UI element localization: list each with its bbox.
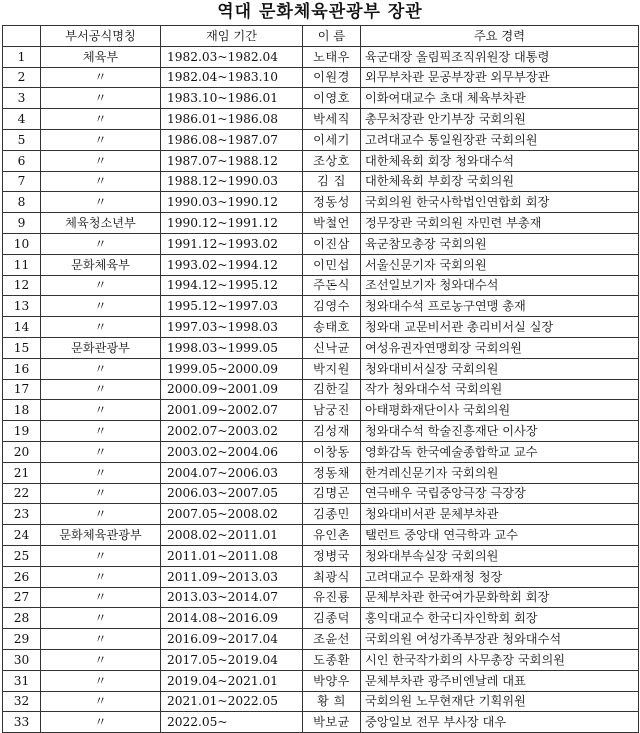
table-row bbox=[3, 254, 639, 275]
cell-department: 문화관광부 bbox=[41, 337, 161, 358]
cell-period: 2001.09~2002.07 bbox=[161, 400, 303, 421]
cell-career: 영화감독 한국예술종합학교 교수 bbox=[361, 441, 639, 462]
cell-career: 국회의원 한국사학법인연합회 회장 bbox=[361, 192, 639, 213]
cell-department: 〃 bbox=[41, 171, 161, 192]
cell-name: 유인촌 bbox=[303, 525, 361, 546]
cell-department: 〃 bbox=[41, 233, 161, 254]
table-row bbox=[3, 608, 639, 629]
table-row bbox=[3, 629, 639, 650]
cell-period: 2014.08~2016.09 bbox=[161, 608, 303, 629]
cell-career: 아태평화재단이사 국회의원 bbox=[361, 400, 639, 421]
table-row bbox=[3, 88, 639, 109]
table-row bbox=[3, 712, 639, 733]
cell-name: 김종덕 bbox=[303, 608, 361, 629]
table-row bbox=[3, 400, 639, 421]
header-career: 주요 경력 bbox=[361, 26, 639, 47]
cell-period: 1999.05~2000.09 bbox=[161, 358, 303, 379]
cell-number: 10 bbox=[3, 233, 41, 254]
cell-period: 1997.03~1998.03 bbox=[161, 317, 303, 338]
cell-period: 2021.01~2022.05 bbox=[161, 691, 303, 712]
ministers-table bbox=[2, 25, 639, 733]
cell-name: 이민섭 bbox=[303, 254, 361, 275]
cell-period: 1994.12~1995.12 bbox=[161, 275, 303, 296]
table-row bbox=[3, 566, 639, 587]
cell-career: 서울신문기자 국회의원 bbox=[361, 254, 639, 275]
cell-number: 33 bbox=[3, 712, 41, 733]
cell-department: 〃 bbox=[41, 712, 161, 733]
table-row bbox=[3, 337, 639, 358]
table-row bbox=[3, 67, 639, 88]
table-row bbox=[3, 46, 639, 67]
cell-name: 김영수 bbox=[303, 296, 361, 317]
cell-career: 국회의원 여성가족부장관 청와대수석 bbox=[361, 629, 639, 650]
cell-period: 1993.02~1994.12 bbox=[161, 254, 303, 275]
cell-period: 2019.04~2021.01 bbox=[161, 670, 303, 691]
cell-department: 체육청소년부 bbox=[41, 213, 161, 234]
cell-name: 이원경 bbox=[303, 67, 361, 88]
table-row bbox=[3, 421, 639, 442]
cell-name: 김성재 bbox=[303, 421, 361, 442]
table-row bbox=[3, 483, 639, 504]
table-row bbox=[3, 129, 639, 150]
cell-period: 2003.02~2004.06 bbox=[161, 441, 303, 462]
table-row bbox=[3, 275, 639, 296]
table-row bbox=[3, 233, 639, 254]
cell-career: 문체부차관 광주비엔날레 대표 bbox=[361, 670, 639, 691]
cell-department: 〃 bbox=[41, 545, 161, 566]
cell-name: 박보균 bbox=[303, 712, 361, 733]
cell-number: 17 bbox=[3, 379, 41, 400]
cell-name: 이진삼 bbox=[303, 233, 361, 254]
cell-department: 〃 bbox=[41, 109, 161, 130]
cell-career: 외무부차관 문공부장관 외무부장관 bbox=[361, 67, 639, 88]
cell-number: 30 bbox=[3, 649, 41, 670]
page-title: 역대 문화체육관광부 장관 bbox=[217, 2, 423, 22]
cell-name: 송태호 bbox=[303, 317, 361, 338]
cell-department: 〃 bbox=[41, 296, 161, 317]
cell-period: 1990.03~1990.12 bbox=[161, 192, 303, 213]
cell-number: 28 bbox=[3, 608, 41, 629]
table-row bbox=[3, 691, 639, 712]
cell-number: 3 bbox=[3, 88, 41, 109]
cell-period: 2007.05~2008.02 bbox=[161, 504, 303, 525]
cell-name: 주돈식 bbox=[303, 275, 361, 296]
cell-department: 〃 bbox=[41, 441, 161, 462]
cell-career: 고려대교수 통일원장관 국회의원 bbox=[361, 129, 639, 150]
cell-number: 15 bbox=[3, 337, 41, 358]
cell-period: 2011.09~2013.03 bbox=[161, 566, 303, 587]
cell-career: 연극배우 국립중앙극장 극장장 bbox=[361, 483, 639, 504]
header-department: 부서공식명칭 bbox=[41, 26, 161, 47]
cell-period: 2000.09~2001.09 bbox=[161, 379, 303, 400]
table-row bbox=[3, 504, 639, 525]
cell-period: 2011.01~2011.08 bbox=[161, 545, 303, 566]
cell-name: 노태우 bbox=[303, 46, 361, 67]
table-row bbox=[3, 171, 639, 192]
cell-period: 1995.12~1997.03 bbox=[161, 296, 303, 317]
cell-department: 〃 bbox=[41, 275, 161, 296]
cell-number: 23 bbox=[3, 504, 41, 525]
cell-department: 〃 bbox=[41, 88, 161, 109]
cell-career: 대한체육회 회장 청와대수석 bbox=[361, 150, 639, 171]
cell-name: 이영호 bbox=[303, 88, 361, 109]
table-row bbox=[3, 150, 639, 171]
cell-period: 1982.04~1983.10 bbox=[161, 67, 303, 88]
table-row bbox=[3, 109, 639, 130]
cell-department: 〃 bbox=[41, 691, 161, 712]
cell-career: 정무장관 국회의원 자민련 부총재 bbox=[361, 213, 639, 234]
cell-department: 〃 bbox=[41, 129, 161, 150]
cell-department: 〃 bbox=[41, 462, 161, 483]
table-row bbox=[3, 462, 639, 483]
cell-period: 1986.01~1986.08 bbox=[161, 109, 303, 130]
cell-name: 김한길 bbox=[303, 379, 361, 400]
cell-name: 김종민 bbox=[303, 504, 361, 525]
cell-name: 신낙균 bbox=[303, 337, 361, 358]
cell-number: 32 bbox=[3, 691, 41, 712]
cell-career: 육군대장 올림픽조직위원장 대통령 bbox=[361, 46, 639, 67]
cell-name: 박양우 bbox=[303, 670, 361, 691]
cell-career: 총무처장관 안기부장 국회의원 bbox=[361, 109, 639, 130]
cell-period: 1998.03~1999.05 bbox=[161, 337, 303, 358]
cell-name: 남궁진 bbox=[303, 400, 361, 421]
cell-name: 조윤선 bbox=[303, 629, 361, 650]
cell-career: 홍익대교수 한국디자인학회 회장 bbox=[361, 608, 639, 629]
cell-career: 청와대 교문비서관 총리비서실 실장 bbox=[361, 317, 639, 338]
cell-number: 2 bbox=[3, 67, 41, 88]
cell-career: 조선일보기자 청와대수석 bbox=[361, 275, 639, 296]
table-row bbox=[3, 379, 639, 400]
cell-number: 16 bbox=[3, 358, 41, 379]
cell-number: 18 bbox=[3, 400, 41, 421]
cell-period: 1982.03~1982.04 bbox=[161, 46, 303, 67]
cell-department: 〃 bbox=[41, 649, 161, 670]
cell-career: 한겨레신문기자 국회의원 bbox=[361, 462, 639, 483]
cell-career: 문체부차관 한국여가문화학회 회장 bbox=[361, 587, 639, 608]
cell-name: 박세직 bbox=[303, 109, 361, 130]
header-period: 재임 기간 bbox=[161, 26, 303, 47]
table-row bbox=[3, 441, 639, 462]
cell-department: 체육부 bbox=[41, 46, 161, 67]
table-row bbox=[3, 670, 639, 691]
cell-career: 육군참모총장 국회의원 bbox=[361, 233, 639, 254]
cell-career: 청와대수석 프로농구연맹 총재 bbox=[361, 296, 639, 317]
cell-number: 1 bbox=[3, 46, 41, 67]
cell-number: 14 bbox=[3, 317, 41, 338]
table-row bbox=[3, 296, 639, 317]
cell-name: 정병국 bbox=[303, 545, 361, 566]
table-header-row bbox=[3, 26, 639, 47]
cell-career: 중앙일보 전무 부사장 대우 bbox=[361, 712, 639, 733]
cell-career: 청와대비서관 문체부차관 bbox=[361, 504, 639, 525]
cell-number: 22 bbox=[3, 483, 41, 504]
cell-career: 대한체육회 부회장 국회의원 bbox=[361, 171, 639, 192]
cell-name: 최광식 bbox=[303, 566, 361, 587]
table-row bbox=[3, 192, 639, 213]
cell-department: 〃 bbox=[41, 400, 161, 421]
cell-period: 2013.03~2014.07 bbox=[161, 587, 303, 608]
cell-number: 8 bbox=[3, 192, 41, 213]
cell-career: 청와대수석 학술진흥재단 이사장 bbox=[361, 421, 639, 442]
cell-number: 11 bbox=[3, 254, 41, 275]
table-row bbox=[3, 649, 639, 670]
cell-department: 〃 bbox=[41, 504, 161, 525]
cell-name: 정동채 bbox=[303, 462, 361, 483]
cell-period: 1990.12~1991.12 bbox=[161, 213, 303, 234]
cell-name: 박철언 bbox=[303, 213, 361, 234]
cell-career: 이화여대교수 초대 체육부차관 bbox=[361, 88, 639, 109]
cell-department: 〃 bbox=[41, 192, 161, 213]
cell-department: 〃 bbox=[41, 629, 161, 650]
cell-period: 1987.07~1988.12 bbox=[161, 150, 303, 171]
cell-career: 작가 청와대수석 국회의원 bbox=[361, 379, 639, 400]
cell-period: 2004.07~2006.03 bbox=[161, 462, 303, 483]
cell-period: 1988.12~1990.03 bbox=[161, 171, 303, 192]
cell-career: 청와대부속실장 국회의원 bbox=[361, 545, 639, 566]
table-row bbox=[3, 525, 639, 546]
cell-number: 31 bbox=[3, 670, 41, 691]
cell-department: 문화체육부 bbox=[41, 254, 161, 275]
cell-department: 〃 bbox=[41, 670, 161, 691]
header-name: 이 름 bbox=[303, 26, 361, 47]
table-row bbox=[3, 545, 639, 566]
cell-name: 이창동 bbox=[303, 441, 361, 462]
cell-career: 여성유권자연맹회장 국회의원 bbox=[361, 337, 639, 358]
table-row bbox=[3, 213, 639, 234]
cell-number: 6 bbox=[3, 150, 41, 171]
cell-number: 7 bbox=[3, 171, 41, 192]
cell-number: 20 bbox=[3, 441, 41, 462]
cell-department: 문화체육관광부 bbox=[41, 525, 161, 546]
cell-department: 〃 bbox=[41, 421, 161, 442]
cell-period: 1986.08~1987.07 bbox=[161, 129, 303, 150]
cell-department: 〃 bbox=[41, 587, 161, 608]
cell-period: 2016.09~2017.04 bbox=[161, 629, 303, 650]
cell-period: 2017.05~2019.04 bbox=[161, 649, 303, 670]
table-row bbox=[3, 358, 639, 379]
cell-period: 1983.10~1986.01 bbox=[161, 88, 303, 109]
cell-number: 26 bbox=[3, 566, 41, 587]
cell-number: 9 bbox=[3, 213, 41, 234]
cell-period: 2002.07~2003.02 bbox=[161, 421, 303, 442]
cell-number: 29 bbox=[3, 629, 41, 650]
cell-number: 12 bbox=[3, 275, 41, 296]
cell-name: 정동성 bbox=[303, 192, 361, 213]
cell-number: 21 bbox=[3, 462, 41, 483]
cell-number: 27 bbox=[3, 587, 41, 608]
cell-department: 〃 bbox=[41, 483, 161, 504]
cell-period: 1991.12~1993.02 bbox=[161, 233, 303, 254]
cell-name: 유진룡 bbox=[303, 587, 361, 608]
cell-period: 2022.05~ bbox=[161, 712, 303, 733]
header-number bbox=[3, 26, 41, 47]
cell-number: 24 bbox=[3, 525, 41, 546]
cell-name: 김명곤 bbox=[303, 483, 361, 504]
cell-department: 〃 bbox=[41, 358, 161, 379]
cell-number: 25 bbox=[3, 545, 41, 566]
table-body bbox=[3, 46, 639, 732]
cell-number: 13 bbox=[3, 296, 41, 317]
cell-department: 〃 bbox=[41, 150, 161, 171]
cell-period: 2008.02~2011.01 bbox=[161, 525, 303, 546]
table-row bbox=[3, 587, 639, 608]
cell-department: 〃 bbox=[41, 566, 161, 587]
cell-career: 고려대교수 문화재청 청장 bbox=[361, 566, 639, 587]
cell-career: 청와대비서실장 국회의원 bbox=[361, 358, 639, 379]
cell-career: 탤런트 중앙대 연극학과 교수 bbox=[361, 525, 639, 546]
cell-department: 〃 bbox=[41, 67, 161, 88]
cell-name: 도종환 bbox=[303, 649, 361, 670]
table-row bbox=[3, 317, 639, 338]
cell-name: 조상호 bbox=[303, 150, 361, 171]
cell-department: 〃 bbox=[41, 317, 161, 338]
cell-name: 박지원 bbox=[303, 358, 361, 379]
cell-career: 시인 한국작가회의 사무총장 국회의원 bbox=[361, 649, 639, 670]
cell-number: 4 bbox=[3, 109, 41, 130]
cell-name: 김 집 bbox=[303, 171, 361, 192]
cell-period: 2006.03~2007.05 bbox=[161, 483, 303, 504]
cell-name: 이세기 bbox=[303, 129, 361, 150]
cell-name: 황 희 bbox=[303, 691, 361, 712]
cell-career: 국회의원 노무현재단 기획위원 bbox=[361, 691, 639, 712]
cell-department: 〃 bbox=[41, 608, 161, 629]
cell-department: 〃 bbox=[41, 379, 161, 400]
cell-number: 19 bbox=[3, 421, 41, 442]
cell-number: 5 bbox=[3, 129, 41, 150]
